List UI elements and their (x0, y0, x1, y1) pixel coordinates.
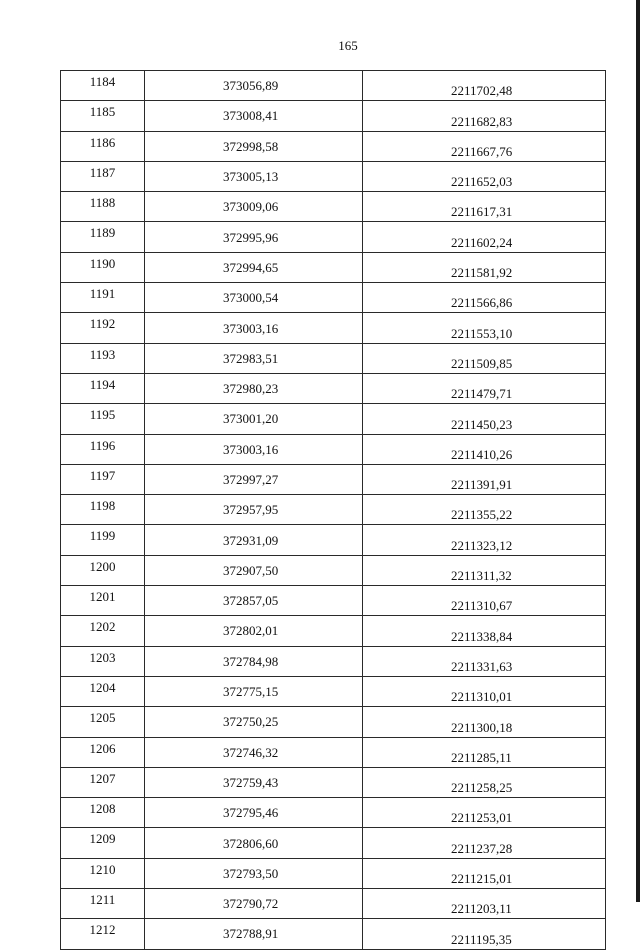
y-coordinate-cell: 2211581,92 (363, 252, 606, 282)
y-coordinate-cell: 2211479,71 (363, 373, 606, 403)
table-row (61, 192, 606, 222)
x-coordinate-cell: 372998,58 (145, 131, 363, 161)
coordinates-table (60, 70, 606, 950)
table-row (61, 252, 606, 282)
y-coordinate-cell: 2211617,31 (363, 192, 606, 222)
point-number-cell: 1204 (61, 676, 145, 706)
point-number-cell: 1185 (61, 101, 145, 131)
x-coordinate-cell: 372857,05 (145, 586, 363, 616)
point-number-cell: 1212 (61, 919, 145, 949)
y-coordinate-cell: 2211311,32 (363, 555, 606, 585)
x-coordinate-cell: 373001,20 (145, 404, 363, 434)
y-coordinate-cell: 2211391,91 (363, 464, 606, 494)
point-number-cell: 1199 (61, 525, 145, 555)
point-number-cell: 1186 (61, 131, 145, 161)
x-coordinate-cell: 373003,16 (145, 313, 363, 343)
y-coordinate-cell: 2211323,12 (363, 525, 606, 555)
point-number-cell: 1188 (61, 192, 145, 222)
point-number-cell: 1206 (61, 737, 145, 767)
y-coordinate-cell: 2211355,22 (363, 495, 606, 525)
x-coordinate-cell: 372983,51 (145, 343, 363, 373)
table-row (61, 889, 606, 919)
x-coordinate-cell: 372995,96 (145, 222, 363, 252)
point-number-cell: 1195 (61, 404, 145, 434)
y-coordinate-cell: 2211410,26 (363, 434, 606, 464)
y-coordinate-cell: 2211702,48 (363, 71, 606, 101)
table-row (61, 222, 606, 252)
table-row (61, 161, 606, 191)
y-coordinate-cell: 2211566,86 (363, 283, 606, 313)
x-coordinate-cell: 372907,50 (145, 555, 363, 585)
point-number-cell: 1211 (61, 889, 145, 919)
point-number-cell: 1210 (61, 858, 145, 888)
table-row (61, 676, 606, 706)
table-row (61, 283, 606, 313)
table-row (61, 495, 606, 525)
point-number-cell: 1193 (61, 343, 145, 373)
point-number-cell: 1194 (61, 373, 145, 403)
point-number-cell: 1190 (61, 252, 145, 282)
y-coordinate-cell: 2211253,01 (363, 798, 606, 828)
table-row (61, 767, 606, 797)
table-row (61, 343, 606, 373)
x-coordinate-cell: 373009,06 (145, 192, 363, 222)
x-coordinate-cell: 372750,25 (145, 707, 363, 737)
x-coordinate-cell: 372994,65 (145, 252, 363, 282)
table-row (61, 373, 606, 403)
point-number-cell: 1198 (61, 495, 145, 525)
x-coordinate-cell: 372980,23 (145, 373, 363, 403)
table-row (61, 404, 606, 434)
x-coordinate-cell: 373000,54 (145, 283, 363, 313)
y-coordinate-cell: 2211300,18 (363, 707, 606, 737)
x-coordinate-cell: 372806,60 (145, 828, 363, 858)
x-coordinate-cell: 372793,50 (145, 858, 363, 888)
y-coordinate-cell: 2211258,25 (363, 767, 606, 797)
x-coordinate-cell: 373003,16 (145, 434, 363, 464)
y-coordinate-cell: 2211602,24 (363, 222, 606, 252)
x-coordinate-cell: 372931,09 (145, 525, 363, 555)
x-coordinate-cell: 372997,27 (145, 464, 363, 494)
page-number: 165 (338, 38, 358, 53)
point-number-cell: 1197 (61, 464, 145, 494)
y-coordinate-cell: 2211310,67 (363, 586, 606, 616)
x-coordinate-cell: 372788,91 (145, 919, 363, 949)
page-edge (636, 0, 640, 902)
y-coordinate-cell: 2211215,01 (363, 858, 606, 888)
table-row (61, 101, 606, 131)
y-coordinate-cell: 2211203,11 (363, 889, 606, 919)
point-number-cell: 1203 (61, 646, 145, 676)
y-coordinate-cell: 2211682,83 (363, 101, 606, 131)
table-row (61, 313, 606, 343)
x-coordinate-cell: 372795,46 (145, 798, 363, 828)
table-row (61, 616, 606, 646)
table-row (61, 828, 606, 858)
x-coordinate-cell: 373056,89 (145, 71, 363, 101)
table-row (61, 555, 606, 585)
point-number-cell: 1201 (61, 586, 145, 616)
table-row (61, 646, 606, 676)
y-coordinate-cell: 2211450,23 (363, 404, 606, 434)
y-coordinate-cell: 2211331,63 (363, 646, 606, 676)
y-coordinate-cell: 2211338,84 (363, 616, 606, 646)
x-coordinate-cell: 373008,41 (145, 101, 363, 131)
y-coordinate-cell: 2211553,10 (363, 313, 606, 343)
x-coordinate-cell: 372775,15 (145, 676, 363, 706)
table-row (61, 707, 606, 737)
point-number-cell: 1209 (61, 828, 145, 858)
x-coordinate-cell: 372746,32 (145, 737, 363, 767)
point-number-cell: 1184 (61, 71, 145, 101)
x-coordinate-cell: 372784,98 (145, 646, 363, 676)
table-row (61, 737, 606, 767)
table-row (61, 798, 606, 828)
x-coordinate-cell: 372802,01 (145, 616, 363, 646)
y-coordinate-cell: 2211195,35 (363, 919, 606, 949)
y-coordinate-cell: 2211667,76 (363, 131, 606, 161)
y-coordinate-cell: 2211285,11 (363, 737, 606, 767)
y-coordinate-cell: 2211509,85 (363, 343, 606, 373)
table-row (61, 586, 606, 616)
point-number-cell: 1202 (61, 616, 145, 646)
x-coordinate-cell: 373005,13 (145, 161, 363, 191)
y-coordinate-cell: 2211652,03 (363, 161, 606, 191)
x-coordinate-cell: 372790,72 (145, 889, 363, 919)
point-number-cell: 1191 (61, 283, 145, 313)
table-row (61, 464, 606, 494)
y-coordinate-cell: 2211237,28 (363, 828, 606, 858)
x-coordinate-cell: 372759,43 (145, 767, 363, 797)
point-number-cell: 1208 (61, 798, 145, 828)
x-coordinate-cell: 372957,95 (145, 495, 363, 525)
table-row (61, 919, 606, 949)
point-number-cell: 1207 (61, 767, 145, 797)
point-number-cell: 1187 (61, 161, 145, 191)
point-number-cell: 1189 (61, 222, 145, 252)
table-row (61, 131, 606, 161)
point-number-cell: 1196 (61, 434, 145, 464)
table-row (61, 71, 606, 101)
point-number-cell: 1200 (61, 555, 145, 585)
table-row (61, 525, 606, 555)
coordinates-table-body (61, 71, 606, 950)
table-row (61, 858, 606, 888)
table-row (61, 434, 606, 464)
point-number-cell: 1192 (61, 313, 145, 343)
point-number-cell: 1205 (61, 707, 145, 737)
y-coordinate-cell: 2211310,01 (363, 676, 606, 706)
